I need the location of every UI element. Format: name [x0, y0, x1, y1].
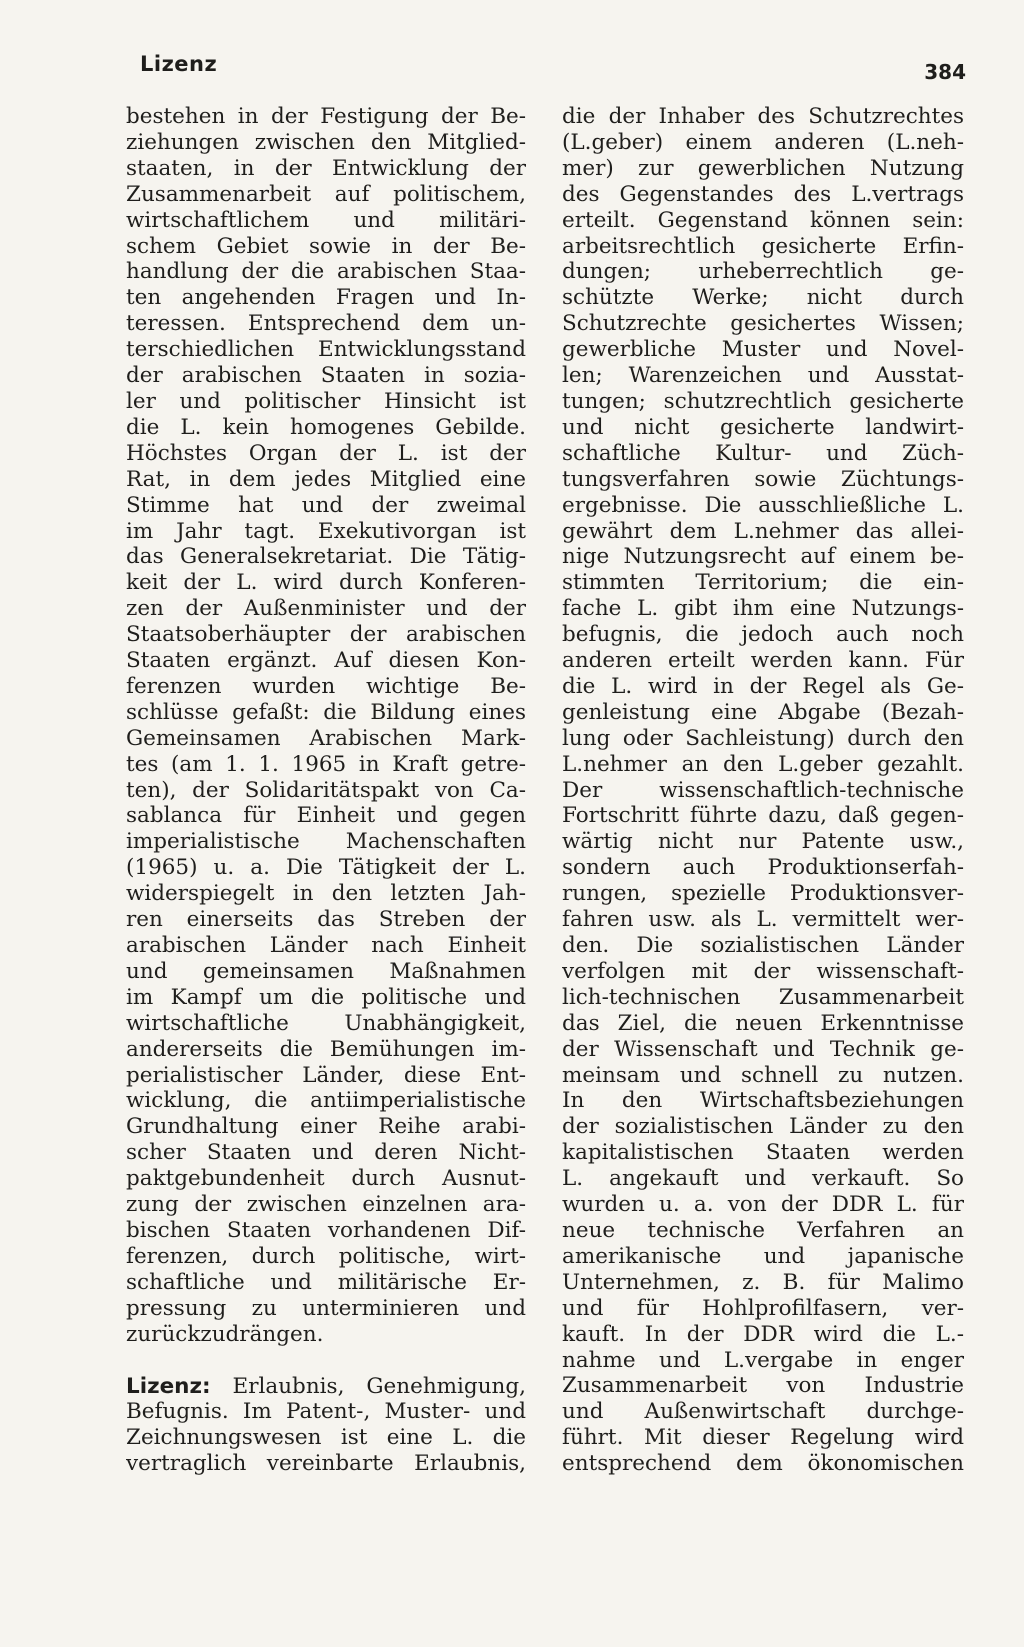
text-line: scher Staaten und deren Nicht- [126, 1140, 526, 1166]
text-line: (L.geber) einem anderen (L.neh- [562, 129, 964, 155]
text-line: zung der zwischen einzelnen ara- [126, 1192, 526, 1218]
text-line: schaftliche und militärische Er- [126, 1269, 526, 1295]
text-line: pressung zu unterminieren und [126, 1295, 526, 1321]
text-line: und für Hohlprofilfasern, ver- [562, 1295, 964, 1321]
text-line: bestehen in der Festigung der Be- [126, 104, 526, 129]
text-line: Staatsoberhäupter der arabischen [126, 622, 526, 648]
text-line: paktgebundenheit durch Ausnut- [126, 1166, 526, 1192]
text-line: Stimme hat und der zweimal [126, 492, 526, 518]
text-line: entsprechend dem ökonomischen [562, 1451, 964, 1477]
text-line: erteilt. Gegenstand können sein: [562, 207, 964, 233]
text-line: wärtig nicht nur Patente usw., [562, 829, 964, 855]
entry-first-line-text: Erlaubnis, Genehmigung, [232, 1373, 526, 1399]
text-line: genleistung eine Abgabe (Bezah- [562, 699, 964, 725]
text-line: amerikanische und japanische [562, 1243, 964, 1269]
text-line: Gemeinsamen Arabischen Mark- [126, 725, 526, 751]
text-line: das Generalsekretariat. Die Tätig- [126, 544, 526, 570]
text-line: arabischen Länder nach Einheit [126, 933, 526, 958]
text-line: Zusammenarbeit von Industrie [562, 1373, 964, 1399]
text-line: des Gegenstandes des L.vertrags [562, 181, 964, 207]
text-line: das Ziel, die neuen Erkenntnisse [562, 1010, 964, 1036]
text-line: nige Nutzungsrecht auf einem be- [562, 544, 964, 570]
text-line: zurückzudrängen. [126, 1321, 324, 1347]
text-line: imperialistische Machenschaften [126, 829, 526, 855]
text-line: neue technische Verfahren an [562, 1217, 964, 1243]
text-line: im Kampf um die politische und [126, 984, 526, 1010]
text-line: Zusammenarbeit auf politischem, [126, 181, 526, 207]
text-line: Schutzrechte gesichertes Wissen; [562, 311, 964, 337]
text-line: kapitalistischen Staaten werden [562, 1140, 964, 1166]
text-line: bischen Staaten vorhandenen Dif- [126, 1217, 526, 1243]
page-number: 384 [924, 60, 966, 84]
text-line: tungen; schutzrechtlich gesicherte [562, 388, 964, 414]
text-line: Unternehmen, z. B. für Malimo [562, 1269, 964, 1295]
text-line: anderen erteilt werden kann. Für [562, 648, 964, 674]
text-line: Zeichnungswesen ist eine L. die [126, 1425, 526, 1451]
text-line: gewährt dem L.nehmer das allei- [562, 518, 964, 544]
text-line: lung oder Sachleistung) durch den [562, 725, 964, 751]
text-line: und nicht gesicherte landwirt- [562, 414, 964, 440]
text-line: In den Wirtschaftsbeziehungen [562, 1088, 964, 1114]
entry-first-line [126, 1374, 526, 1400]
text-line: rungen, spezielle Produktionsver- [562, 881, 964, 907]
text-line: handlung der die arabischen Staa- [126, 259, 526, 285]
text-line: ferenzen, durch politische, wirt- [126, 1243, 526, 1269]
text-line: Fortschritt führte dazu, daß gegen- [562, 803, 964, 829]
text-line: die der Inhaber des Schutzrechtes [562, 104, 964, 129]
text-line: im Jahr tagt. Exekutivorgan ist [126, 518, 526, 544]
right-column [562, 104, 964, 1477]
text-line: len; Warenzeichen und Ausstat- [562, 363, 964, 389]
text-line: ferenzen wurden wichtige Be- [126, 673, 526, 699]
text-line: Staaten ergänzt. Auf diesen Kon- [126, 648, 526, 674]
entry-lizenz [126, 1374, 526, 1478]
text-line: terschiedlichen Entwicklungsstand [126, 337, 526, 363]
text-line: fahren usw. als L. vermittelt wer- [562, 907, 964, 933]
text-line: arbeitsrechtlich gesicherte Erfin- [562, 233, 964, 259]
text-line: führt. Mit dieser Regelung wird [562, 1425, 964, 1451]
text-line: widerspiegelt in den letzten Jah- [126, 881, 526, 907]
running-head: Lizenz [140, 52, 218, 76]
text-line: Der wissenschaftlich-technische [562, 777, 964, 803]
right-paragraph [562, 104, 964, 1477]
text-line: Höchstes Organ der L. ist der [126, 440, 526, 466]
text-line: kauft. In der DDR wird die L.- [562, 1321, 964, 1347]
text-line: schlüsse gefaßt: die Bildung eines [126, 699, 526, 725]
text-line: dungen; urheberrechtlich ge- [562, 259, 964, 285]
text-line: lich-technischen Zusammenarbeit [562, 984, 964, 1010]
text-line: ziehungen zwischen den Mitglied- [126, 129, 526, 155]
text-line: andererseits die Bemühungen im- [126, 1036, 526, 1062]
text-line: der arabischen Staaten in sozia- [126, 363, 526, 389]
text-line: wirtschaftlichem und militäri- [126, 207, 526, 233]
text-line: staaten, in der Entwicklung der [126, 155, 526, 181]
text-line: zen der Außenminister und der [126, 596, 526, 622]
text-line: L.nehmer an den L.geber gezahlt. [562, 751, 964, 777]
text-line: verfolgen mit der wissenschaft- [562, 958, 964, 984]
text-line: gewerbliche Muster und Novel- [562, 337, 964, 363]
text-line: schem Gebiet sowie in der Be- [126, 233, 526, 259]
text-line: Grundhaltung einer Reihe arabi- [126, 1114, 526, 1140]
text-line: wirtschaftliche Unabhängigkeit, [126, 1010, 526, 1036]
text-line: ten angehenden Fragen und In- [126, 285, 526, 311]
text-line: teressen. Entsprechend dem un- [126, 311, 526, 337]
text-line: und gemeinsamen Maßnahmen [126, 958, 526, 984]
text-line: fache L. gibt ihm eine Nutzungs- [562, 596, 964, 622]
text-line: meinsam und schnell zu nutzen. [562, 1062, 964, 1088]
text-line: Befugnis. Im Patent-, Muster- und [126, 1399, 526, 1425]
text-line: ergebnisse. Die ausschließliche L. [562, 492, 964, 518]
text-line: (1965) u. a. Die Tätigkeit der L. [126, 855, 526, 881]
text-line: Rat, in dem jedes Mitglied eine [126, 466, 526, 492]
text-line: befugnis, die jedoch auch noch [562, 622, 964, 648]
text-line: wurden u. a. von der DDR L. für [562, 1192, 964, 1218]
text-line: L. angekauft und verkauft. So [562, 1166, 964, 1192]
text-line: die L. kein homogenes Gebilde. [126, 414, 526, 440]
text-line: schaftliche Kultur- und Züch- [562, 440, 964, 466]
text-line: der Wissenschaft und Technik ge- [562, 1036, 964, 1062]
text-line: und Außenwirtschaft durchge- [562, 1399, 964, 1425]
text-line: nahme und L.vergabe in enger [562, 1347, 964, 1373]
text-line: die L. wird in der Regel als Ge- [562, 673, 964, 699]
left-column [126, 104, 526, 1477]
text-line: tes (am 1. 1. 1965 in Kraft getre- [126, 751, 526, 777]
text-line: den. Die sozialistischen Länder [562, 933, 964, 958]
text-line: ten), der Solidaritätspakt von Ca- [126, 777, 526, 803]
text-line: ler und politischer Hinsicht ist [126, 388, 526, 414]
text-line: stimmten Territorium; die ein- [562, 570, 964, 596]
text-line: wicklung, die antiimperialistische [126, 1088, 526, 1114]
text-line: perialistischer Länder, diese Ent- [126, 1062, 526, 1088]
text-line: mer) zur gewerblichen Nutzung [562, 155, 964, 181]
text-line: sablanca für Einheit und gegen [126, 803, 526, 829]
text-line: der sozialistischen Länder zu den [562, 1114, 964, 1140]
text-line: sondern auch Produktionserfah- [562, 855, 964, 881]
text-line: keit der L. wird durch Konferen- [126, 570, 526, 596]
text-line: ren einerseits das Streben der [126, 907, 526, 933]
entry-lemma: Lizenz: [126, 1373, 211, 1399]
text-line: tungsverfahren sowie Züchtungs- [562, 466, 964, 492]
text-line: vertraglich vereinbarte Erlaubnis, [126, 1451, 526, 1477]
continuation-paragraph [126, 104, 526, 1348]
text-line: schützte Werke; nicht durch [562, 285, 964, 311]
